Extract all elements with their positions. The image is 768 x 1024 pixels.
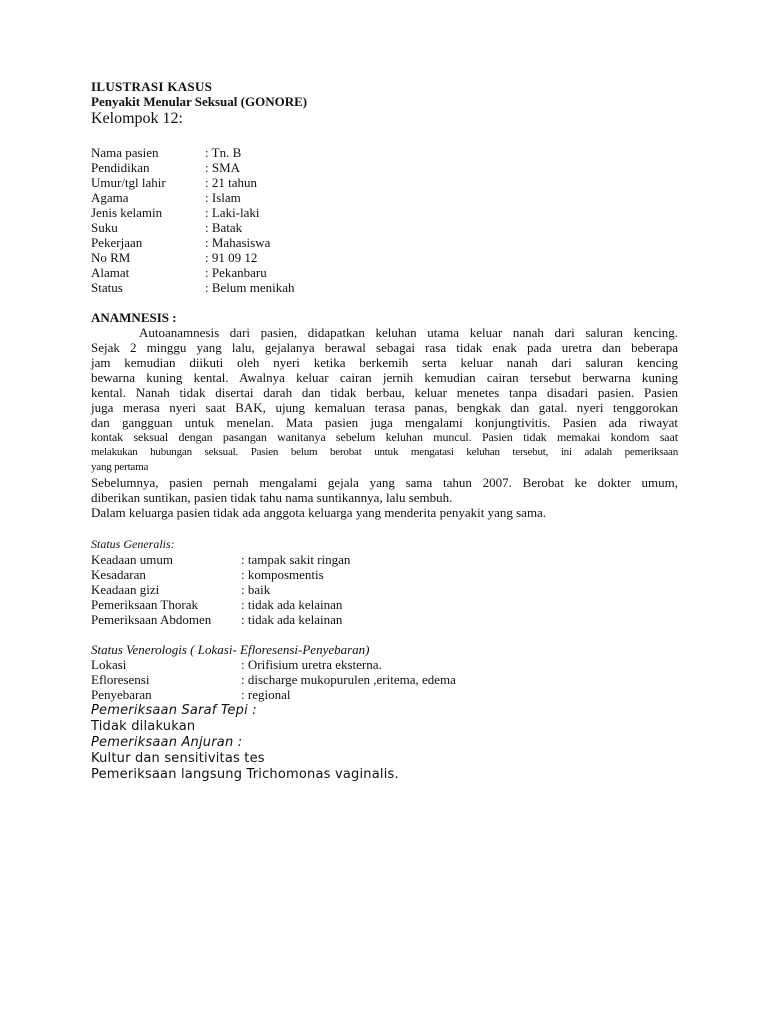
identity-label: Agama xyxy=(91,190,129,205)
history-line: Sebelumnya, pasien pernah mengalami gejala yang sama tahun 2007. Berobat ke dokter umum, xyxy=(91,475,678,490)
anamnesis-section xyxy=(91,310,678,520)
venerologis-row xyxy=(91,657,678,672)
history-line: diberikan suntikan, pasien tidak tahu nama suntikannya, lalu sembuh. xyxy=(91,490,453,505)
identity-row xyxy=(91,145,678,160)
generalis-label: Keadaan gizi xyxy=(91,582,160,597)
history-line: Dalam keluarga pasien tidak ada anggota keluarga yang menderita penyakit yang sama. xyxy=(91,505,547,520)
anamnesis-line: juga merasa nyeri saat BAK, ujung kemaluan terasa panas, bengkak dan gatal. nyeri tenggorokan xyxy=(91,400,678,415)
pemeriksaan-section xyxy=(91,703,678,783)
generalis-row xyxy=(91,612,678,627)
status-generalis-section xyxy=(91,537,678,627)
anamnesis-line: bewarna kuning kental. Awalnya keluar cairan jernih kemudian cairan tersebut berwarna kuning xyxy=(91,370,678,385)
identity-row xyxy=(91,160,678,175)
identity-row xyxy=(91,205,678,220)
identity-label: No RM xyxy=(91,250,131,265)
identity-row xyxy=(91,280,678,295)
generalis-value: : baik xyxy=(241,582,271,597)
header xyxy=(91,79,678,128)
generalis-label: Keadaan umum xyxy=(91,552,173,567)
anjuran-heading: Pemeriksaan Anjuran : xyxy=(91,735,243,750)
identity-value: : Tn. B xyxy=(205,145,242,160)
generalis-value: : tidak ada kelainan xyxy=(241,612,343,627)
identity-row xyxy=(91,235,678,250)
status-venerologis-section xyxy=(91,642,678,702)
generalis-row xyxy=(91,582,678,597)
identity-row xyxy=(91,250,678,265)
generalis-value: : tidak ada kelainan xyxy=(241,597,343,612)
venerologis-value: : discharge mukopurulen ,eritema, edema xyxy=(241,672,456,687)
saraf-tepi-value: Tidak dilakukan xyxy=(91,719,196,734)
generalis-row xyxy=(91,597,678,612)
anamnesis-line: melakukan hubungan seksual. Pasien belum berobat untuk mengatasi keluhan tersebut, ini adalah pemeriksaan xyxy=(91,446,678,458)
identity-label: Status xyxy=(91,280,123,295)
identity-value: : Belum menikah xyxy=(205,280,295,295)
identity-value: : Islam xyxy=(205,190,241,205)
identity-label: Suku xyxy=(91,220,118,235)
generalis-value: : komposmentis xyxy=(241,567,324,582)
anamnesis-line: Autoanamnesis dari pasien, didapatkan keluhan utama keluar nanah dari saluran kencing. xyxy=(139,325,678,340)
anamnesis-heading: ANAMNESIS : xyxy=(91,310,177,325)
venerologis-label: Penyebaran xyxy=(91,687,152,702)
status-venerologis-heading: Status Venerologis ( Lokasi- Efloresensi-Penyebaran) xyxy=(91,642,370,657)
anamnesis-line: jam kemudian diikuti oleh nyeri ketika berkemih serta keluar nanah dari saluran kencing xyxy=(91,355,678,370)
anamnesis-line: yang pertama xyxy=(91,461,149,473)
identity-label: Pendidikan xyxy=(91,160,150,175)
venerologis-label: Lokasi xyxy=(91,657,127,672)
generalis-label: Kesadaran xyxy=(91,567,146,582)
patient-identity xyxy=(91,145,678,295)
generalis-row xyxy=(91,552,678,567)
generalis-row xyxy=(91,567,678,582)
identity-value: : Pekanbaru xyxy=(205,265,267,280)
identity-value: : 21 tahun xyxy=(205,175,257,190)
venerologis-value: : regional xyxy=(241,687,291,702)
identity-label: Umur/tgl lahir xyxy=(91,175,166,190)
venerologis-value: : Orifisium uretra eksterna. xyxy=(241,657,382,672)
generalis-label: Pemeriksaan Thorak xyxy=(91,597,198,612)
identity-label: Jenis kelamin xyxy=(91,205,163,220)
anjuran-item: Kultur dan sensitivitas tes xyxy=(91,751,265,766)
identity-value: : Mahasiswa xyxy=(205,235,271,250)
anamnesis-line: Sejak 2 minggu yang lalu, gejalanya berawal sebagai rasa tidak enak pada uretra dan beberapa xyxy=(91,340,678,355)
document-subtitle: Penyakit Menular Seksual (GONORE) xyxy=(91,94,308,109)
status-generalis-heading: Status Generalis: xyxy=(91,537,175,551)
identity-label: Nama pasien xyxy=(91,145,159,160)
group-label: Kelompok 12: xyxy=(91,110,183,127)
anamnesis-line: kontak seksual dengan pasangan wanitanya sebelum keluhan muncul. Pasien tidak memakai kondom saat xyxy=(91,430,678,444)
anjuran-item: Pemeriksaan langsung Trichomonas vaginalis. xyxy=(91,767,399,782)
generalis-value: : tampak sakit ringan xyxy=(241,552,351,567)
identity-value: : Laki-laki xyxy=(205,205,260,220)
identity-row xyxy=(91,190,678,205)
anamnesis-line: dan gangguan untuk menelan. Mata pasien juga mengalami konjungtivitis. Pasien ada riwayat xyxy=(91,415,678,430)
identity-row xyxy=(91,220,678,235)
venerologis-row xyxy=(91,672,678,687)
identity-label: Pekerjaan xyxy=(91,235,143,250)
generalis-label: Pemeriksaan Abdomen xyxy=(91,612,212,627)
identity-row xyxy=(91,175,678,190)
anamnesis-line: kental. Nanah tidak disertai darah dan tidak berbau, keluar menetes tanpa disadari pasien. Pasien xyxy=(91,385,678,400)
venerologis-label: Efloresensi xyxy=(91,672,150,687)
identity-value: : 91 09 12 xyxy=(205,250,258,265)
identity-value: : SMA xyxy=(205,160,241,175)
identity-row xyxy=(91,265,678,280)
saraf-tepi-heading: Pemeriksaan Saraf Tepi : xyxy=(91,703,257,718)
document-title: ILUSTRASI KASUS xyxy=(91,79,213,94)
identity-label: Alamat xyxy=(91,265,130,280)
venerologis-row xyxy=(91,687,678,702)
identity-value: : Batak xyxy=(205,220,243,235)
